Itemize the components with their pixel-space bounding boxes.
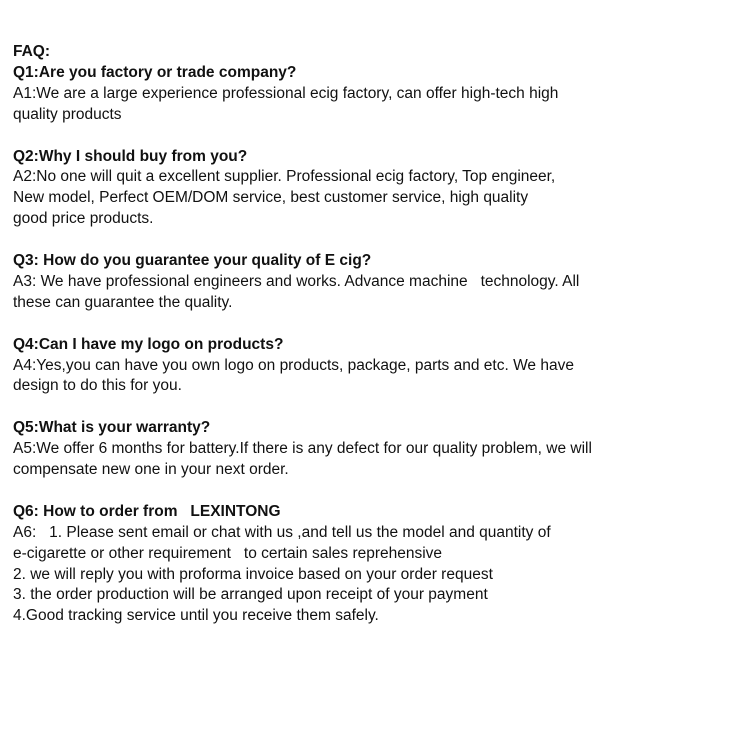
faq-question: Q5:What is your warranty? xyxy=(13,419,211,437)
paragraph-spacer xyxy=(13,314,733,335)
faq-question: Q6: How to order from LEXINTONG xyxy=(13,502,281,520)
faq-answer-line: New model, Perfect OEM/DOM service, best customer service, high quality xyxy=(13,189,529,207)
paragraph-spacer xyxy=(13,397,733,418)
faq-question: Q3: How do you guarantee your quality of E cig? xyxy=(13,252,372,270)
paragraph-spacer xyxy=(13,481,733,502)
faq-question: Q1:Are you factory or trade company? xyxy=(13,63,297,81)
faq-question: Q2:Why I should buy from you? xyxy=(13,147,248,165)
faq-item-q2 xyxy=(13,147,733,231)
faq-answer-line: quality products xyxy=(13,105,122,123)
faq-question: Q4:Can I have my logo on products? xyxy=(13,335,284,353)
faq-answer-line: 3. the order production will be arranged upon receipt of your payment xyxy=(13,586,488,604)
paragraph-spacer xyxy=(13,126,733,147)
faq-answer-line: A5:We offer 6 months for battery.If there is any defect for our quality problem, we will xyxy=(13,440,592,458)
faq-answer-line: A1:We are a large experience professional ecig factory, can offer high-tech high xyxy=(13,84,559,102)
faq-answer-line: A3: We have professional engineers and works. Advance machine technology. All xyxy=(13,272,580,290)
faq-answer-line: good price products. xyxy=(13,210,154,228)
faq-answer-line: 2. we will reply you with proforma invoice based on your order request xyxy=(13,565,493,583)
faq-answer-line: A4:Yes,you can have you own logo on products, package, parts and etc. We have xyxy=(13,356,574,374)
faq-item-q4 xyxy=(13,335,733,398)
faq-item-q1 xyxy=(13,63,733,126)
faq-answer-line: A2:No one will quit a excellent supplier. Professional ecig factory, Top engineer, xyxy=(13,168,556,186)
faq-answer-line: e-cigarette or other requirement to certain sales reprehensive xyxy=(13,544,443,562)
faq-item-q5 xyxy=(13,418,733,481)
faq-answer-line: compensate new one in your next order. xyxy=(13,461,289,479)
faq-answer-line: design to do this for you. xyxy=(13,377,182,395)
faq-title: FAQ: xyxy=(13,43,51,60)
faq-answer-line: 4.Good tracking service until you receive them safely. xyxy=(13,607,379,625)
faq-answer-line: A6: 1. Please sent email or chat with us ,and tell us the model and quantity of xyxy=(13,523,551,541)
faq-item-q3 xyxy=(13,251,733,314)
faq-item-q6 xyxy=(13,502,733,627)
paragraph-spacer xyxy=(13,230,733,251)
faq-document xyxy=(13,42,733,627)
faq-answer-line: these can guarantee the quality. xyxy=(13,293,233,311)
